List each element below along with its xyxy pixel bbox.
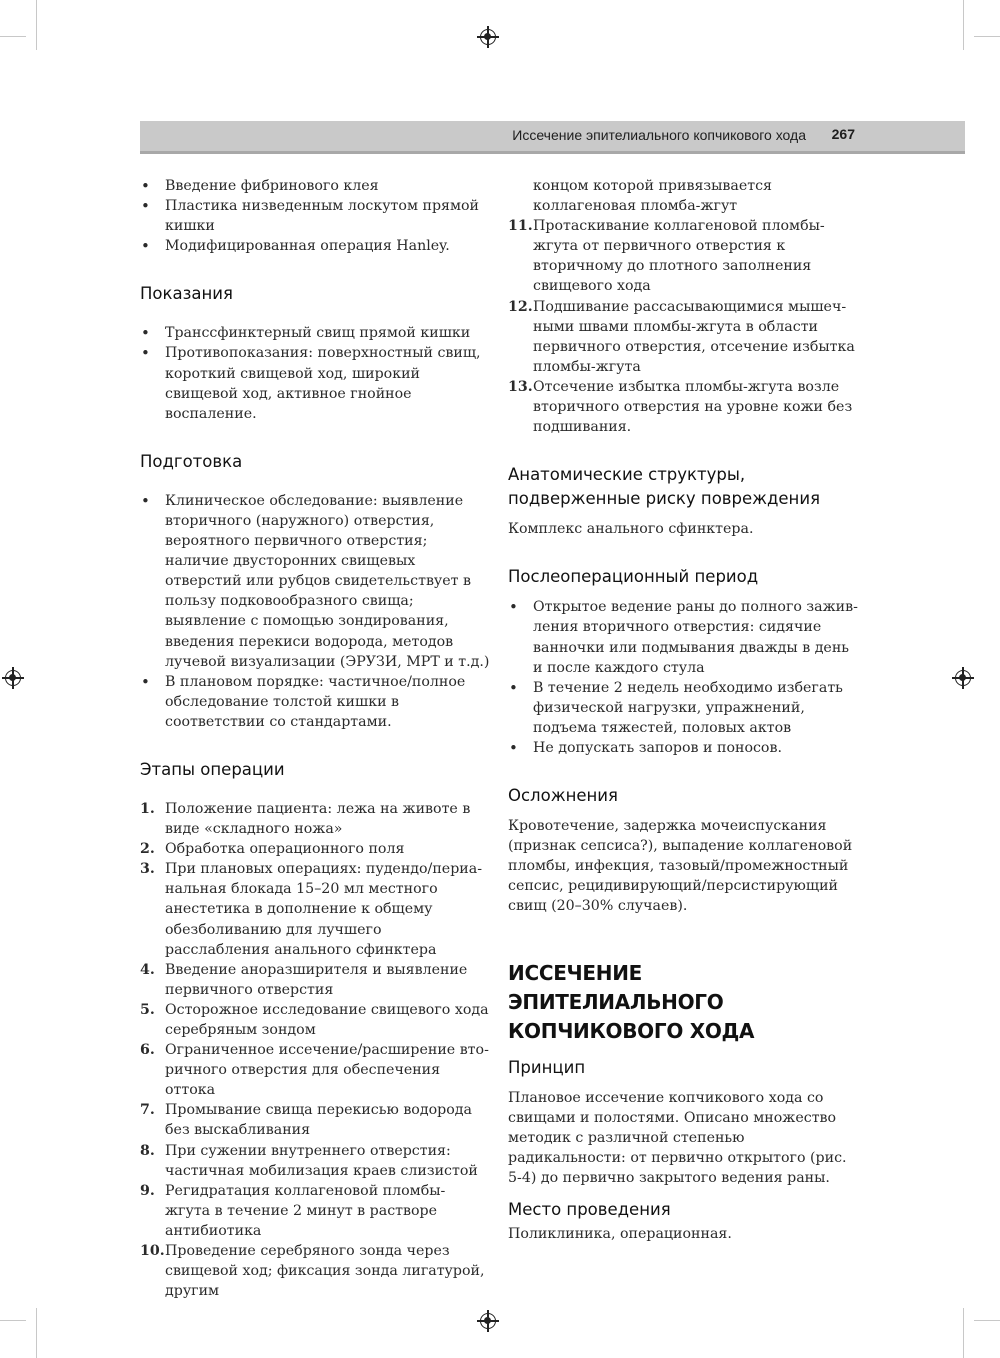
stage-text: Отсечение избытка пломбы-жгута возле вторичного отверстия на уровне кожи без подшивания. bbox=[533, 378, 853, 436]
stage-item bbox=[140, 1141, 490, 1181]
stage-number: 8. bbox=[140, 1142, 155, 1159]
list-item: • Модифицированная операция Hanley. bbox=[140, 236, 490, 256]
section-title: ИССЕЧЕНИЕ ЭПИТЕЛИАЛЬНОГО КОПЧИКОВОГО ХОДА bbox=[508, 960, 755, 1043]
complications-text: Кровотечение, задержка мочеиспускания (признак сепсиса?), выпадение коллагеновой пломбы, инфекция, тазовый/промежностный сепсис, рецидивирующий/персистирующий свищ (20–30% случаев). bbox=[508, 818, 853, 915]
stage-item bbox=[140, 839, 490, 859]
page-number: 267 bbox=[831, 126, 855, 142]
stage-item bbox=[140, 960, 490, 1000]
crop-mark bbox=[963, 1308, 964, 1358]
stage-text: Регидратация коллагеновой пломбы-жгута в течение 2 минут в растворе антибиотика bbox=[165, 1182, 446, 1239]
stage-number: 11. bbox=[508, 218, 533, 235]
registration-mark-icon bbox=[955, 670, 971, 686]
stage-number: 2. bbox=[140, 841, 155, 858]
list-item: • Пластика низведенным лоскутом прямой кишки bbox=[140, 196, 490, 236]
running-header bbox=[140, 121, 965, 154]
stage-text: Промывание свища перекисью водорода без выскабливания bbox=[165, 1102, 472, 1139]
anatomy-text: Комплекс анального сфинктера. bbox=[508, 521, 754, 538]
stage-item bbox=[140, 859, 490, 959]
stage-item bbox=[140, 799, 490, 839]
indications-heading: Показания bbox=[140, 284, 233, 304]
registration-mark-icon bbox=[480, 29, 496, 45]
stage-text: При сужении внутреннего отверстия: частичная мобилизация краев слизистой bbox=[165, 1142, 478, 1179]
right-column bbox=[508, 176, 858, 1244]
list-item: • Транссфинктерный свищ прямой кишки bbox=[140, 323, 490, 343]
stage-text: Протаскивание коллагеновой пломбы-жгута от первичного отверстия к вторичному до плотного заполнения свищевого хода bbox=[533, 218, 825, 295]
crop-mark bbox=[974, 1320, 1000, 1321]
stage-item bbox=[508, 377, 858, 437]
list-item: • Клиническое обследование: выявление вторичного (наружного) отверстия, вероятного первичного отверстия; наличие двусторонних свищевых отверстий или рубцов свидетельствует в пользу подковообразного свища; выявление с помощью зондирования, введения перекиси водорода, методов лучевой визуализации (ЭРУЗИ, МРТ и т.д.) bbox=[140, 491, 490, 672]
stage-number: 7. bbox=[140, 1102, 155, 1119]
list-item: • Введение фибринового клея bbox=[140, 176, 490, 196]
crop-mark bbox=[0, 1320, 26, 1321]
stage-text: Введение аноразширителя и выявление первичного отверстия bbox=[165, 961, 468, 998]
running-header-title: Иссечение эпителиального копчикового хода bbox=[512, 127, 806, 143]
list-item: • В плановом порядке: частичное/полное обследование толстой кишки в соответствии со стандартами. bbox=[140, 672, 490, 732]
location-text: Поликлиника, операционная. bbox=[508, 1226, 732, 1242]
stage-number: 10. bbox=[140, 1243, 165, 1260]
stage-item bbox=[140, 1000, 490, 1040]
left-column bbox=[140, 176, 490, 1301]
stage-text: Проведение серебряного зонда через свищевой ход; фиксация зонда лигатурой, другим bbox=[165, 1243, 485, 1300]
crop-mark bbox=[963, 0, 964, 50]
stage-number: 3. bbox=[140, 861, 155, 878]
stage-item bbox=[140, 1040, 490, 1100]
postop-heading: Послеоперационный период bbox=[508, 567, 759, 587]
list-item: • Не допускать запоров и поносов. bbox=[508, 738, 858, 758]
indications-list bbox=[140, 323, 490, 423]
stage-item bbox=[140, 1241, 490, 1301]
preparation-heading: Подготовка bbox=[140, 451, 243, 471]
list-item: • Открытое ведение раны до полного заживления вторичного отверстия: сидячие ванночки или подмывания дважды в день и после каждого стула bbox=[508, 597, 858, 677]
stage-number: 12. bbox=[508, 298, 533, 315]
intro-list bbox=[140, 176, 490, 256]
anatomy-heading: Анатомические структуры, подверженные риску повреждения bbox=[508, 465, 820, 509]
registration-mark-icon bbox=[480, 1313, 496, 1329]
list-item: • В течение 2 недель необходимо избегать физической нагрузки, упражнений, подъема тяжестей, половых актов bbox=[508, 678, 858, 738]
stage-item bbox=[508, 297, 858, 377]
crop-mark bbox=[974, 36, 1000, 37]
postop-list bbox=[508, 597, 858, 758]
stage-number: 1. bbox=[140, 800, 155, 817]
stage-number: 13. bbox=[508, 378, 533, 395]
stage-item bbox=[140, 1100, 490, 1140]
principle-text: Плановое иссечение копчикового хода со свищами и полостями. Описано множество методик с различной степенью радикальности: от первично открытого (рис. 5-4) до первично закрытого ведения раны. bbox=[508, 1089, 847, 1186]
stage-text: При плановых операциях: пудендо/перианальная блокада 15–20 мл местного анестетика в дополнение к общему обезболиванию для лучшего расслабления анального сфинктера bbox=[165, 861, 482, 958]
stage-item bbox=[140, 1181, 490, 1241]
stage-text: Обработка операционного поля bbox=[165, 841, 405, 858]
stage-number: 9. bbox=[140, 1182, 155, 1199]
registration-mark-icon bbox=[5, 670, 21, 686]
list-item: • Противопоказания: поверхностный свищ, короткий свищевой ход, широкий свищевой ход, активное гнойное воспаление. bbox=[140, 343, 490, 423]
preparation-list bbox=[140, 491, 490, 732]
stage-number: 6. bbox=[140, 1042, 155, 1059]
crop-mark bbox=[36, 0, 37, 50]
stage-text: Подшивание рассасывающимися мышечными швами пломбы-жгута в области первичного отверстия, отсечение избытка пломбы-жгута bbox=[533, 298, 855, 375]
stages-list bbox=[140, 799, 490, 1301]
stage-text: Ограниченное иссечение/расширение вторичного отверстия для обеспечения оттока bbox=[165, 1042, 489, 1099]
stages-list-continued bbox=[508, 216, 858, 437]
stage-continuation: концом которой привязывается коллагеновая пломба-жгут bbox=[533, 178, 773, 215]
complications-heading: Осложнения bbox=[508, 786, 618, 806]
stage-number: 5. bbox=[140, 1001, 155, 1018]
stage-text: Осторожное исследование свищевого хода серебряным зондом bbox=[165, 1001, 489, 1038]
stage-number: 4. bbox=[140, 961, 155, 978]
stage-text: Положение пациента: лежа на животе в виде «складного ножа» bbox=[165, 800, 471, 838]
stage-item bbox=[508, 216, 858, 296]
stages-heading: Этапы операции bbox=[140, 759, 285, 779]
principle-heading: Принцип bbox=[508, 1057, 586, 1077]
location-heading: Место проведения bbox=[508, 1200, 671, 1219]
crop-mark bbox=[36, 1308, 37, 1358]
crop-mark bbox=[0, 36, 26, 37]
